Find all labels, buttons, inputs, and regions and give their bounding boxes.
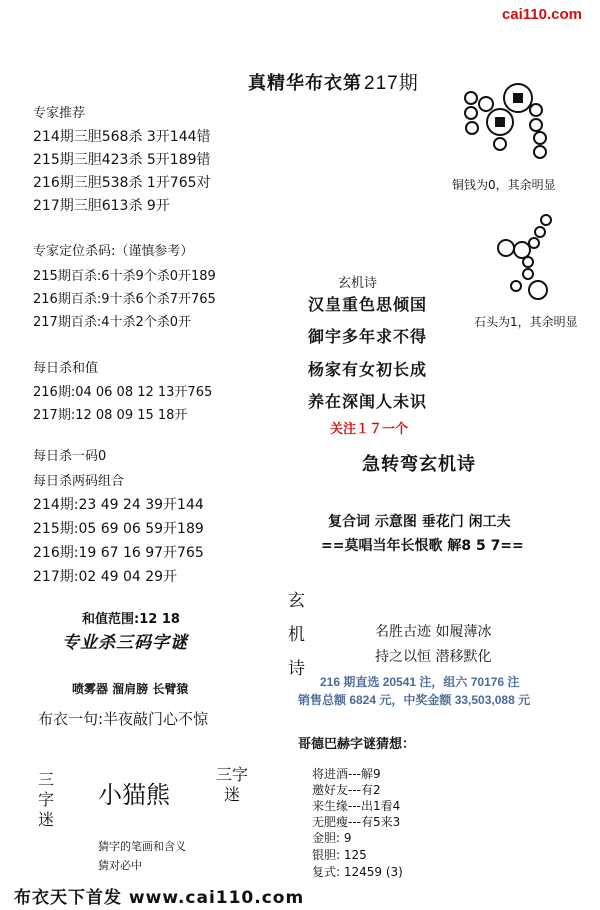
sum-range: 和值范围:12 18 xyxy=(82,612,180,627)
brand-logo[interactable]: cai110.com xyxy=(501,6,582,23)
poem3-line: 持之以恒 潜移默化 xyxy=(375,649,492,665)
expert-line: 216期三胆538杀 1开765对 xyxy=(33,175,211,191)
poem1-label: 玄机诗 xyxy=(338,276,378,291)
goethe-line: 邀好友---有2 xyxy=(312,783,381,797)
footer-banner[interactable]: 布衣天下首发 www.cai110.com xyxy=(14,888,305,908)
kill-line: 217期:02 49 04 29开 xyxy=(33,569,178,585)
goethe-line: 银胆: 125 xyxy=(312,848,367,862)
goethe-line: 来生缘---出1看4 xyxy=(312,799,401,813)
goethe-line: 无肥瘦---有5来3 xyxy=(312,815,401,829)
poem2-line: 复合词 示意图 垂花门 闲工夫 xyxy=(328,514,511,530)
page-title xyxy=(248,68,419,95)
poem1-line: 御宇多年求不得 xyxy=(308,327,428,346)
riddle-main: 小猫熊 xyxy=(98,781,170,809)
kill-heading-two: 每日杀两码组合 xyxy=(33,474,125,489)
kill-heading-one: 每日杀一码0 xyxy=(33,449,107,464)
poem2-title: 急转弯玄机诗 xyxy=(362,454,476,475)
goethe-line: 金胆: 9 xyxy=(312,831,352,845)
goethe-line: 复式: 12459 (3) xyxy=(312,865,403,879)
coin-icon xyxy=(465,84,546,158)
poem1-line: 养在深闺人未识 xyxy=(308,392,428,411)
sumdaily-heading: 每日杀和值 xyxy=(33,361,99,376)
riddle-label-left: 三字迷 xyxy=(38,770,55,829)
sumdaily-line: 216期:04 06 08 12 13开765 xyxy=(33,385,213,400)
poem1-line: 汉皇重色思倾国 xyxy=(308,295,428,314)
kill-line: 215期:05 69 06 59开189 xyxy=(33,521,204,537)
expert-line: 215期三胆423杀 5开189错 xyxy=(33,152,211,168)
expert-line: 214期三胆568杀 3开144错 xyxy=(33,129,211,145)
hint-line: 猜字的笔画和含义 xyxy=(98,840,186,853)
copper-coin-pattern xyxy=(458,80,568,162)
kill-line: 214期:23 49 24 39开144 xyxy=(33,497,204,513)
title-prefix: 真精华布衣第 xyxy=(248,73,362,94)
stone-icon xyxy=(498,215,551,299)
poem1-line: 杨家有女初长成 xyxy=(308,360,428,379)
position-line: 216期百杀:9十杀6个杀7开765 xyxy=(33,292,216,307)
sales-line: 销售总额 6824 元，中奖金额 33,503,088 元 xyxy=(298,693,531,707)
expert-line: 217期三胆613杀 9开 xyxy=(33,198,170,214)
poem3-line: 名胜古迹 如履薄冰 xyxy=(375,624,492,640)
sales-line: 216 期直选 20541 注，组六 70176 注 xyxy=(320,675,520,689)
poem3-vertical-char: 玄 xyxy=(288,591,305,611)
poem3-vertical-char: 诗 xyxy=(288,659,305,679)
riddle-words: 喷雾器 溜肩膀 长臂猿 xyxy=(72,682,189,696)
expert-heading: 专家推荐 xyxy=(33,106,86,121)
poem2-line: ==莫唱当年长恨歌 解8 5 7== xyxy=(321,538,524,554)
buyi-sentence: 布衣一句:半夜敲门心不惊 xyxy=(38,710,209,728)
position-heading: 专家定位杀码:（谨慎参考） xyxy=(33,244,194,259)
stone-caption: 石头为1，其余明显 xyxy=(474,315,578,329)
stone-coin-pattern xyxy=(494,210,564,304)
goethe-line: 将进酒---解9 xyxy=(312,767,381,781)
title-issue: 217期 xyxy=(364,73,419,94)
poem1-note: 关注１７一个 xyxy=(330,422,409,437)
sumdaily-line: 217期:12 08 09 15 18开 xyxy=(33,408,188,423)
riddle-title: 专业杀三码字谜 xyxy=(62,633,188,653)
riddle-label-right: 三字迷 xyxy=(215,765,248,804)
position-line: 215期百杀:6十杀9个杀0开189 xyxy=(33,269,216,284)
poem3-vertical-char: 机 xyxy=(288,625,305,645)
copper-caption: 铜钱为0，其余明显 xyxy=(452,178,556,192)
kill-line: 216期:19 67 16 97开765 xyxy=(33,545,204,561)
position-line: 217期百杀:4十杀2个杀0开 xyxy=(33,315,192,330)
goethe-heading: 哥德巴赫字谜猜想： xyxy=(298,737,416,752)
hint-line: 猜对必中 xyxy=(98,859,142,872)
